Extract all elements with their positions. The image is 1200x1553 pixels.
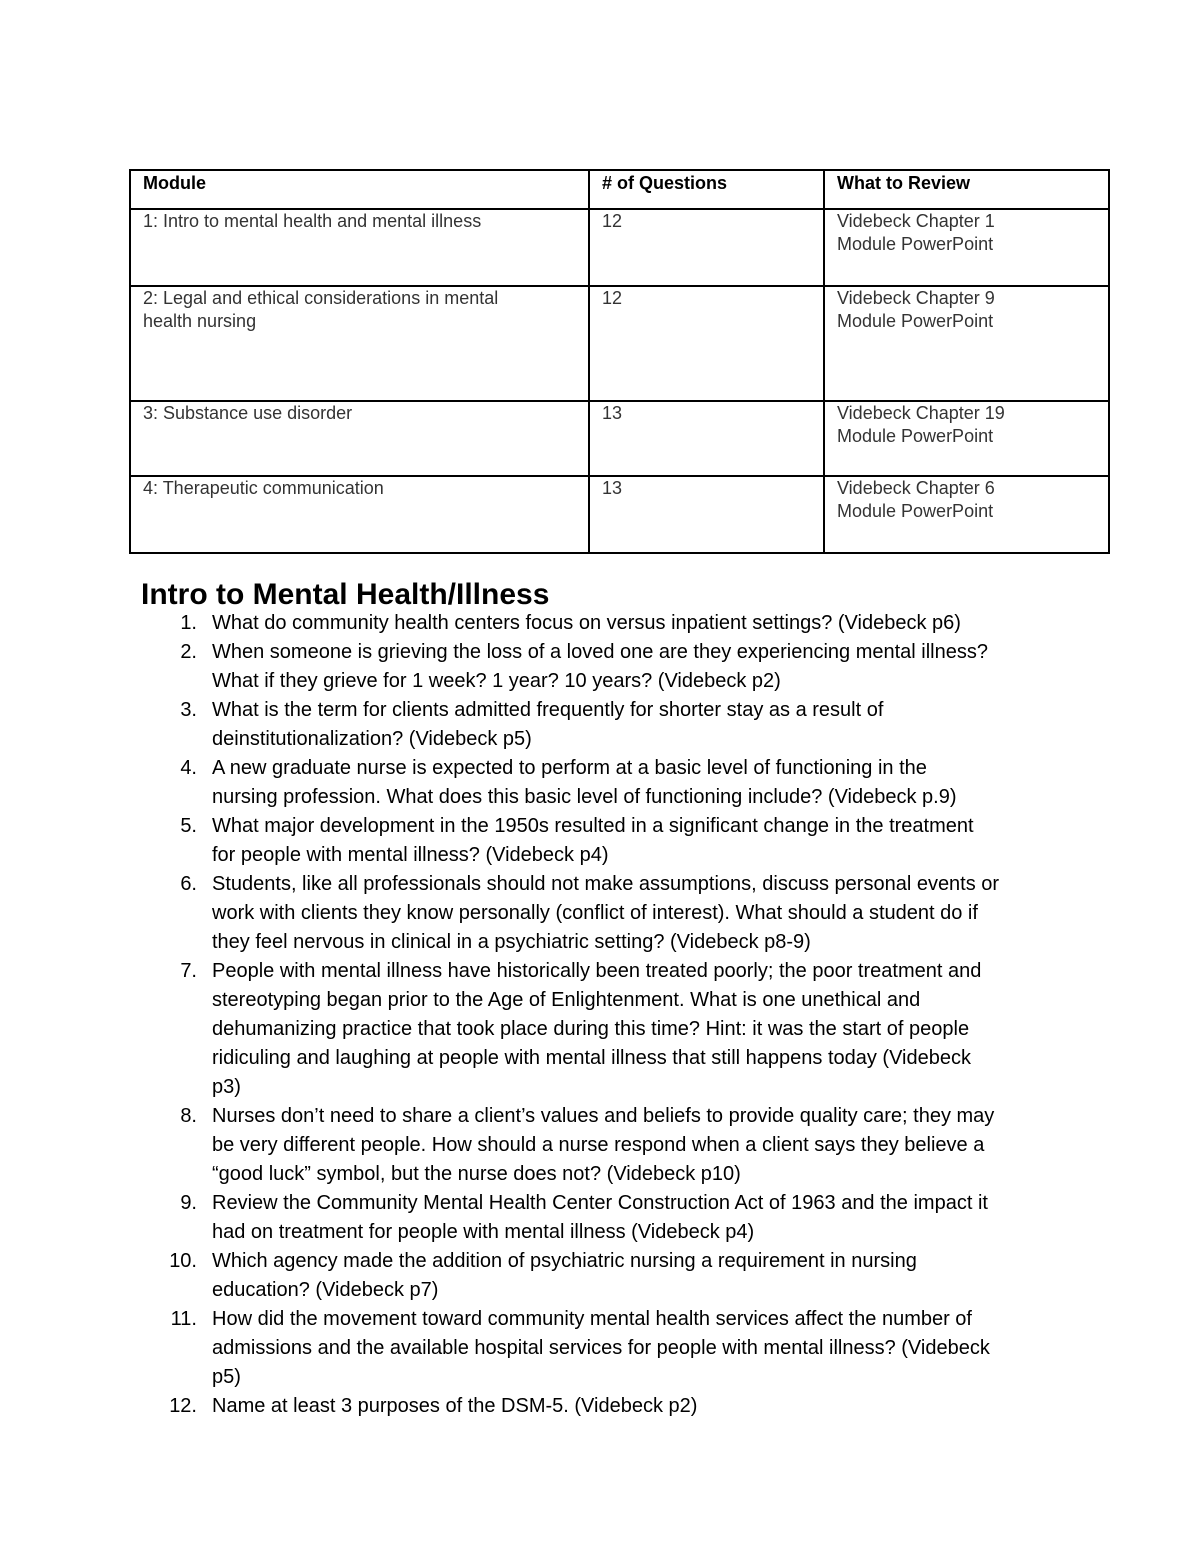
- question-number: 12.: [169, 1395, 197, 1417]
- list-item: [141, 870, 1081, 957]
- question-text: ridiculing and laughing at people with mental illness that still happens today (Videbeck: [212, 1047, 971, 1069]
- review-powerpoint: Module PowerPoint: [837, 426, 994, 446]
- list-item: [141, 638, 1081, 696]
- table-row: [130, 209, 1109, 286]
- module-name: 4: Therapeutic communication: [143, 478, 384, 498]
- question-count-cell: 13: [589, 476, 824, 553]
- review-cell: [824, 209, 1109, 286]
- module-name-continued: health nursing: [143, 311, 257, 331]
- question-count-cell: 13: [589, 401, 824, 476]
- question-list: [141, 609, 1081, 1421]
- question-number: 4.: [180, 757, 197, 779]
- question-number: 7.: [180, 960, 197, 982]
- module-name: 1: Intro to mental health and mental illness: [143, 211, 482, 231]
- question-text: dehumanizing practice that took place during this time? Hint: it was the start of people: [212, 1018, 970, 1040]
- question-text: When someone is grieving the loss of a loved one are they experiencing mental illness?: [212, 641, 988, 663]
- list-item: [141, 1392, 1081, 1421]
- module-cell: [130, 476, 589, 553]
- question-text: p3): [212, 1076, 241, 1098]
- header-question-count: # of Questions: [589, 170, 824, 209]
- question-number: 9.: [180, 1192, 197, 1214]
- list-item: [141, 957, 1081, 1102]
- table-row: [130, 401, 1109, 476]
- module-cell: [130, 286, 589, 401]
- list-item: [141, 609, 1081, 638]
- review-cell: [824, 286, 1109, 401]
- list-item: [141, 812, 1081, 870]
- question-text: What do community health centers focus on versus inpatient settings? (Videbeck p6): [212, 612, 961, 634]
- question-text: nursing profession. What does this basic level of functioning include? (Videbeck p.9): [212, 786, 957, 808]
- question-number: 2.: [180, 641, 197, 663]
- module-cell: [130, 401, 589, 476]
- question-number: 8.: [180, 1105, 197, 1127]
- question-count-cell: 12: [589, 209, 824, 286]
- table-row: [130, 476, 1109, 553]
- review-powerpoint: Module PowerPoint: [837, 311, 994, 331]
- module-name: 3: Substance use disorder: [143, 403, 353, 423]
- table-header-row: [130, 170, 1109, 209]
- list-item: [141, 696, 1081, 754]
- question-text: deinstitutionalization? (Videbeck p5): [212, 728, 532, 750]
- question-number: 11.: [170, 1308, 197, 1330]
- question-count-cell: 12: [589, 286, 824, 401]
- question-text: for people with mental illness? (Videbeck p4): [212, 844, 609, 866]
- review-powerpoint: Module PowerPoint: [837, 234, 994, 254]
- question-text: be very different people. How should a nurse respond when a client says they believe a: [212, 1134, 985, 1156]
- question-text: What major development in the 1950s resulted in a significant change in the treatment: [212, 815, 974, 837]
- question-text: What if they grieve for 1 week? 1 year? 10 years? (Videbeck p2): [212, 670, 781, 692]
- question-text: Students, like all professionals should not make assumptions, discuss personal events or: [212, 873, 1000, 895]
- review-powerpoint: Module PowerPoint: [837, 501, 994, 521]
- module-name: 2: Legal and ethical considerations in mental: [143, 288, 499, 308]
- question-text: People with mental illness have historically been treated poorly; the poor treatment and: [212, 960, 982, 982]
- question-text: had on treatment for people with mental illness (Videbeck p4): [212, 1221, 755, 1243]
- review-cell: [824, 476, 1109, 553]
- list-item: [141, 754, 1081, 812]
- intro-section: [141, 580, 1081, 1421]
- list-item: [141, 1189, 1081, 1247]
- question-text: Which agency made the addition of psychiatric nursing a requirement in nursing: [212, 1250, 917, 1272]
- list-item: [141, 1102, 1081, 1189]
- list-item: [141, 1305, 1081, 1392]
- question-text: stereotyping began prior to the Age of Enlightenment. What is one unethical and: [212, 989, 921, 1011]
- module-cell: [130, 209, 589, 286]
- question-text: p5): [212, 1366, 241, 1388]
- question-number: 3.: [180, 699, 197, 721]
- list-item: [141, 1247, 1081, 1305]
- review-chapter: Videbeck Chapter 19: [837, 403, 1005, 423]
- question-number: 10.: [169, 1250, 197, 1272]
- question-text: admissions and the available hospital services for people with mental illness? (Videbeck: [212, 1337, 990, 1359]
- question-text: “good luck” symbol, but the nurse does not? (Videbeck p10): [212, 1163, 741, 1185]
- question-number: 6.: [180, 873, 197, 895]
- question-text: work with clients they know personally (conflict of interest). What should a student do if: [212, 902, 978, 924]
- question-text: How did the movement toward community mental health services affect the number of: [212, 1308, 972, 1330]
- header-module: Module: [130, 170, 589, 209]
- question-text: they feel nervous in clinical in a psychiatric setting? (Videbeck p8-9): [212, 931, 811, 953]
- question-text: education? (Videbeck p7): [212, 1279, 439, 1301]
- table-row: [130, 286, 1109, 401]
- review-chapter: Videbeck Chapter 1: [837, 211, 995, 231]
- question-text: Review the Community Mental Health Center Construction Act of 1963 and the impact it: [212, 1192, 988, 1214]
- question-text: Name at least 3 purposes of the DSM-5. (Videbeck p2): [212, 1395, 698, 1417]
- review-chapter: Videbeck Chapter 9: [837, 288, 995, 308]
- review-table: [129, 169, 1110, 554]
- review-chapter: Videbeck Chapter 6: [837, 478, 995, 498]
- section-title: Intro to Mental Health/Illness: [141, 578, 550, 611]
- question-number: 5.: [180, 815, 197, 837]
- review-cell: [824, 401, 1109, 476]
- question-text: What is the term for clients admitted frequently for shorter stay as a result of: [212, 699, 884, 721]
- question-number: 1.: [180, 612, 197, 634]
- question-text: Nurses don’t need to share a client’s values and beliefs to provide quality care; they may: [212, 1105, 995, 1127]
- header-what-to-review: What to Review: [824, 170, 1109, 209]
- question-text: A new graduate nurse is expected to perform at a basic level of functioning in the: [212, 757, 927, 779]
